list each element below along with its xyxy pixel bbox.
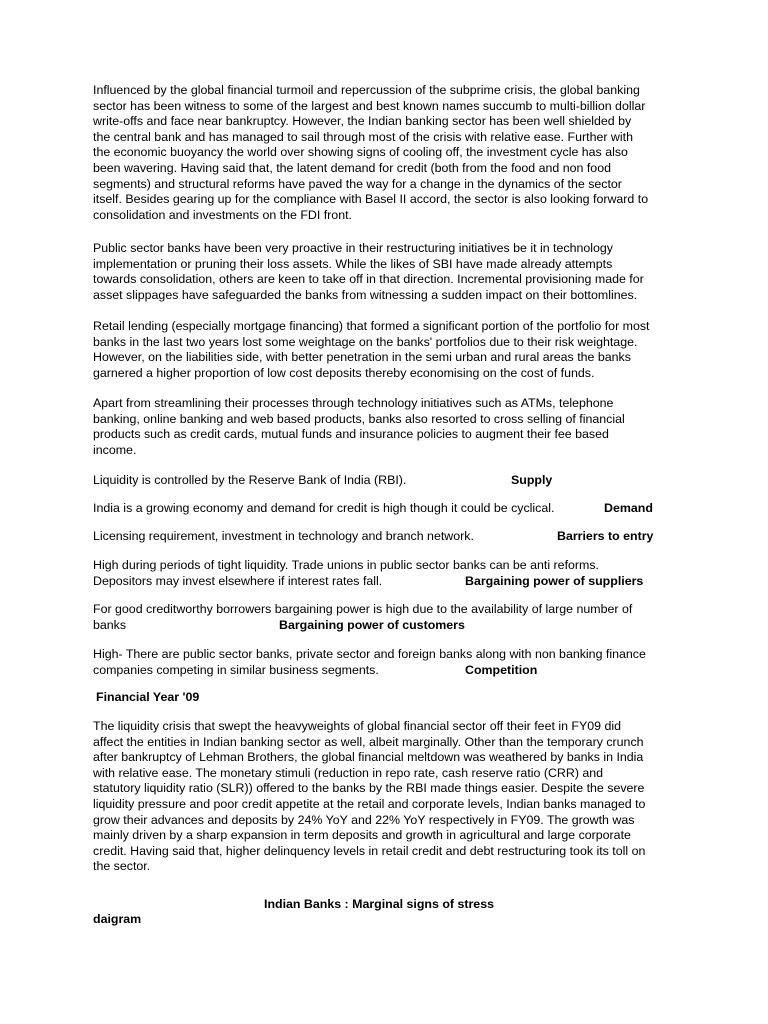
paragraph-fy09 [93,719,678,875]
text-line: However, on the liabilities side, with better penetration in the semi urban and rural areas the banks [93,350,631,365]
text-line: implementation or pruning their loss assets. While the likes of SBI have made already attempts [93,256,613,271]
factor-competition-line1: High- There are public sector banks, private sector and foreign banks along with non banking finance [93,647,646,661]
text-line: after bankruptcy of Lehman Brothers, the global financial meltdown was weathered by banks in India [93,750,644,765]
paragraph-intro [93,83,678,223]
text-line: Retail lending (especially mortgage financing) that formed a significant portion of the portfolio for most [93,319,650,333]
factor-customers-label: Bargaining power of customers [279,618,465,632]
text-line: liquidity pressure and poor credit appetite at the retail and corporate levels, Indian banks managed to [93,796,646,811]
text-line: the central bank and has managed to sail through most of the crisis with relative ease. Further with [93,129,633,144]
factor-competition-label: Competition [465,663,538,677]
text-line: Apart from streamlining their processes through technology initiatives such as ATMs, telephone [93,396,614,410]
factor-barriers-label: Barriers to entry [557,529,654,543]
text-line: segments) and structural reforms have paved the way for a change in the dynamics of the sector [93,176,622,191]
paragraph-public-sector [93,241,678,303]
text-line: the sector. [93,859,151,874]
factor-supply [93,473,678,489]
text-line: banks in the last two years lost some weightage on the banks' portfolios due to their risk weightage. [93,334,638,349]
text-line: credit. Having said that, higher delinquency levels in retail credit and debt restructuring took its toll on [93,843,646,858]
text-line: towards consolidation, others are keen to take off in that direction. Incremental provisioning made for [93,272,644,287]
text-line: products such as credit cards, mutual funds and insurance policies to augment their fee based [93,427,609,442]
factor-supply-label: Supply [511,473,553,487]
text-line: with relative ease. The monetary stimuli (reduction in repo rate, cash reserve ratio (CRR) and [93,765,604,780]
text-line: consolidation and investments on the FDI front. [93,207,352,222]
paragraph-retail-lending [93,319,678,381]
text-line: grow their advances and deposits by 24% YoY and 22% YoY respectively in FY09. The growth was [93,812,635,827]
text-line: Public sector banks have been very proactive in their restructuring initiatives be it in technology [93,241,613,255]
factor-demand-text: India is a growing economy and demand for credit is high though it could be cyclical. [93,501,555,515]
factor-competition [93,647,678,678]
text-line: write-offs and face near bankruptcy. However, the Indian banking sector has been well shielded by [93,114,632,129]
text-line: asset slippages have safeguarded the banks from witnessing a sudden impact on their bottomlines. [93,287,638,302]
text-line: garnered a higher proportion of low cost deposits thereby economising on the cost of funds. [93,365,595,380]
section-heading-fy09: Financial Year '09 [96,690,200,704]
text-line: banking, online banking and web based products, banks also resorted to cross selling of financial [93,411,625,426]
factor-demand-label: Demand [604,501,653,515]
text-line: sector has been witness to some of the largest and best known names succumb to multi-billion dollar [93,98,646,113]
factor-suppliers-label: Bargaining power of suppliers [465,574,644,588]
text-line: been wavering. Having said that, the latent demand for credit (both from the food and non food [93,160,611,175]
text-line: statutory liquidity ratio (SLR)) offered to the banks by the RBI made things easier. Despite the severe [93,781,645,796]
factor-competition-line2: companies competing in similar business segments. [93,662,379,677]
factor-customers-line2: banks [93,617,127,632]
text-line: income. [93,442,137,457]
factor-suppliers-line1: High during periods of tight liquidity. Trade unions in public sector banks can be anti reforms. [93,558,599,572]
chart-title: Indian Banks : Marginal signs of stress [264,897,494,911]
text-line: The liquidity crisis that swept the heavyweights of global financial sector off their feet in FY09 did [93,719,622,733]
factor-demand [93,501,678,517]
text-line: Influenced by the global financial turmoil and repercussion of the subprime crisis, the global banking [93,83,640,97]
paragraph-technology [93,396,678,458]
text-line: the economic buoyancy the world over showing signs of cooling off, the investment cycle has also [93,145,628,160]
text-line: mainly driven by a sharp expansion in term deposits and growth in agricultural and large corporate [93,828,631,843]
text-line: itself. Besides gearing up for the compliance with Basel II accord, the sector is also looking forward to [93,192,649,207]
text-line: affect the entities in Indian banking sector as well, albeit marginally. Other than the temporary crunch [93,734,644,749]
diagram-label: daigram [93,912,142,926]
factor-supply-text: Liquidity is controlled by the Reserve Bank of India (RBI). [93,473,407,487]
factor-barriers-text: Licensing requirement, investment in technology and branch network. [93,529,474,543]
factor-customers-line1: For good creditworthy borrowers bargaining power is high due to the availability of large number of [93,602,633,616]
factor-suppliers-line2: Depositors may invest elsewhere if interest rates fall. [93,573,383,588]
